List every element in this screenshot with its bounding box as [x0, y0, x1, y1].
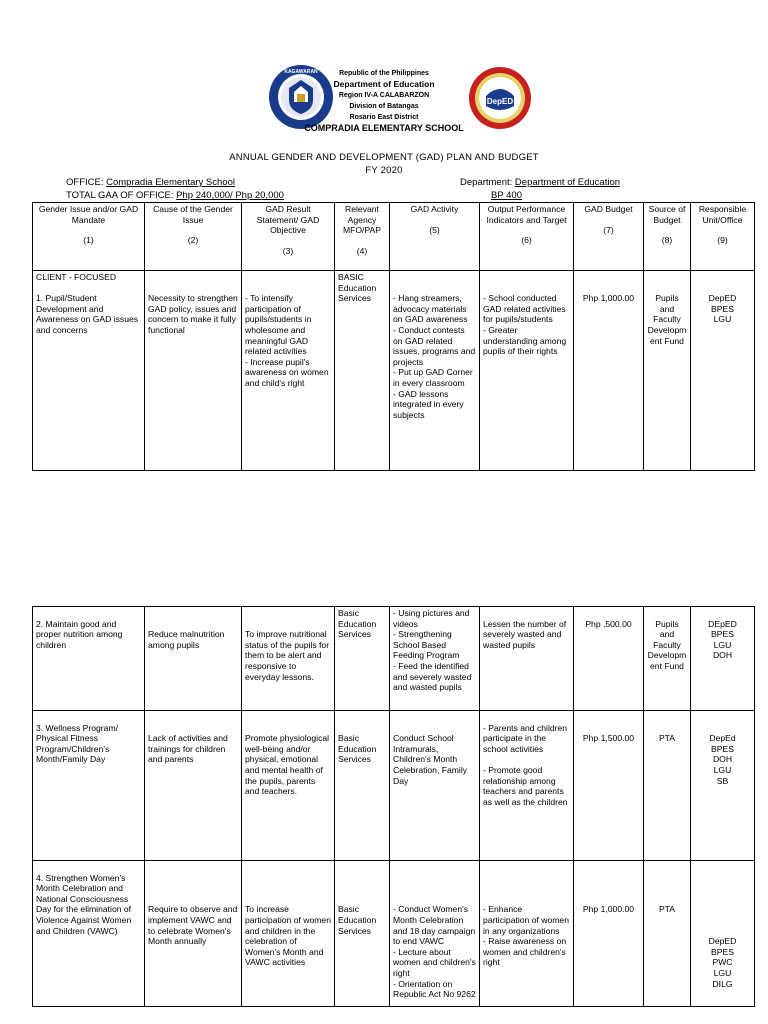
table-cell: DepED BPES PWC LGU DILG [691, 861, 755, 1007]
table-row [33, 711, 755, 861]
table-cell: CLIENT - FOCUSED 1. Pupil/Student Development and Awareness on GAD issues and concerns [33, 271, 145, 471]
table-cell: Basic Education Services [335, 607, 390, 711]
department-info [460, 177, 620, 188]
table-cell: DepEd BPES DOH LGU SB [691, 711, 755, 861]
office-line [66, 177, 235, 188]
doc-year: FY 2020 [365, 165, 403, 176]
column-header-label: GAD Budget [584, 204, 633, 214]
column-header [691, 203, 755, 271]
table-cell: - To intensify participation of pupils/students in wholesome and meaningful GAD related activities - Increase pupil's awareness on women and child's right [242, 271, 335, 471]
doc-title: ANNUAL GENDER AND DEVELOPMENT (GAD) PLAN AND BUDGET [229, 152, 539, 163]
table-cell: Basic Education Services [335, 711, 390, 861]
column-header-label: Source of Budget [648, 204, 686, 225]
column-number: (2) [187, 235, 199, 246]
table-cell: Pupils and Faculty Development Fund [644, 271, 691, 471]
column-header [145, 203, 242, 271]
department-line: Department of Education [333, 79, 435, 89]
table-cell: To improve nutritional status of the pupils for them to be alert and responsive to everyday lessons. [242, 607, 335, 711]
district-line: Rosario East District [349, 114, 419, 121]
gad-plan-table-top [32, 202, 755, 471]
table-cell: 2. Maintain good and proper nutrition among children [33, 607, 145, 711]
bp-value: BP 400 [491, 190, 522, 201]
table-cell: Php 1,000.00 [574, 861, 644, 1007]
column-header [644, 203, 691, 271]
column-header [33, 203, 145, 271]
seal-text: DepED [486, 97, 514, 106]
table-cell: Require to observe and implement VAWC and to celebrate Women's Month annually [145, 861, 242, 1007]
table-cell: - School conducted GAD related activities for pupils/students - Greater understanding among pupils of their rights [480, 271, 574, 471]
svg-text:KAGAWARAN: KAGAWARAN [284, 69, 318, 75]
table-cell: 4. Strengthen Women's Month Celebration and National Consciousness Day for the elimination of Violence Against Women and Children (VAWC) [33, 861, 145, 1007]
column-header [335, 203, 390, 271]
table-cell: - Enhance participation of women in any organizations - Raise awareness on women and children's right [480, 861, 574, 1007]
table-cell: Php ,500.00 [574, 607, 644, 711]
table-cell: Necessity to strengthen GAD policy, issues and concern to make it fully functional [145, 271, 242, 471]
school-name: COMPRADIA ELEMENTARY SCHOOL [304, 123, 464, 133]
header-row [33, 203, 755, 271]
column-number: (9) [717, 235, 728, 246]
table-cell: Basic Education Services [335, 861, 390, 1007]
table-cell: To increase participation of women and children in the celebration of Women's Month and VAWC activities [242, 861, 335, 1007]
table-cell: - Using pictures and videos - Strengthening School Based Feeding Program - Feed the identified and severely wasted and wasted pupils [390, 607, 480, 711]
region-line: Region IV-A CALABARZON [338, 92, 430, 99]
table-cell: 3. Wellness Program/ Physical Fitness Program/Children's Month/Family Day [33, 711, 145, 861]
column-header [390, 203, 480, 271]
column-number: (7) [603, 224, 614, 235]
table-cell: Lessen the number of severely wasted and wasted pupils [480, 607, 574, 711]
column-header-label: GAD Result Statement/ GAD Objective [256, 204, 320, 236]
table-cell: Conduct School Intramurals, Children's Month Celebration, Family Day [390, 711, 480, 861]
table-cell: - Hang streamers, advocacy materials on GAD awareness - Conduct contests on GAD related issues, programs and projects - Put up GAD Corner in every classroom - GAD lessons integrated in every subjects [390, 271, 480, 471]
table-cell: Reduce malnutrition among pupils [145, 607, 242, 711]
table-cell: - Parents and children participate in the school activities - Promote good relationship among teachers and parents as well as the children [480, 711, 574, 861]
table-cell: BASIC Education Services [335, 271, 390, 471]
column-header-label: Responsible Unit/Office [698, 204, 747, 225]
column-number: (3) [282, 245, 294, 256]
office-label: OFFICE: [66, 177, 104, 188]
table-cell: DEpED BPES LGU DOH [691, 607, 755, 711]
table-cell: - Conduct Women's Month Celebration and 18 day campaign to end VAWC - Lecture about women and children's right - Orientation on Republic Act No 9262 [390, 861, 480, 1007]
column-header [480, 203, 574, 271]
table-cell: Pupils and Faculty Development Fund [644, 607, 691, 711]
gad-plan-table-bottom [32, 606, 755, 1007]
division-line: Division of Batangas [349, 103, 419, 110]
letterhead [0, 68, 768, 134]
republic-line: Republic of the Philippines [339, 70, 429, 77]
department-value: Department of Education [514, 177, 621, 188]
table-cell: DepED BPES LGU [691, 271, 755, 471]
column-header [242, 203, 335, 271]
gaa-label: TOTAL GAA OF OFFICE: [66, 190, 174, 201]
table-cell: Promote physiological well-being and/or physical, emotional and mental health of the pupils, parents and teachers. [242, 711, 335, 861]
gaa-value: Php 240,000/ Php 20,000 [176, 190, 284, 201]
table-row [33, 271, 755, 471]
table-cell: Php 1,000.00 [574, 271, 644, 471]
bp-line [491, 190, 522, 201]
column-number: (8) [661, 235, 673, 246]
table-cell: Php 1,500.00 [574, 711, 644, 861]
department-label: Department: [460, 177, 513, 188]
column-header-label: Relevant Agency MFO/PAP [342, 204, 382, 236]
table-row [33, 861, 755, 1007]
column-number: (5) [429, 224, 440, 235]
column-header-label: GAD Activity [410, 204, 459, 214]
gaa-line [66, 190, 284, 201]
column-header [574, 203, 644, 271]
column-header-label: Gender Issue and/or GAD Mandate [38, 204, 139, 225]
column-header-label: Cause of the Gender Issue [153, 204, 233, 225]
column-header-label: Output Performance Indicators and Target [486, 204, 567, 225]
table-cell: PTA [644, 711, 691, 861]
table-cell: PTA [644, 861, 691, 1007]
column-number: (4) [356, 245, 368, 256]
column-number: (6) [521, 235, 532, 246]
column-number: (1) [83, 235, 94, 246]
table-row [33, 607, 755, 711]
office-value: Compradia Elementary School [106, 177, 235, 188]
table-cell: Lack of activities and trainings for children and parents [145, 711, 242, 861]
